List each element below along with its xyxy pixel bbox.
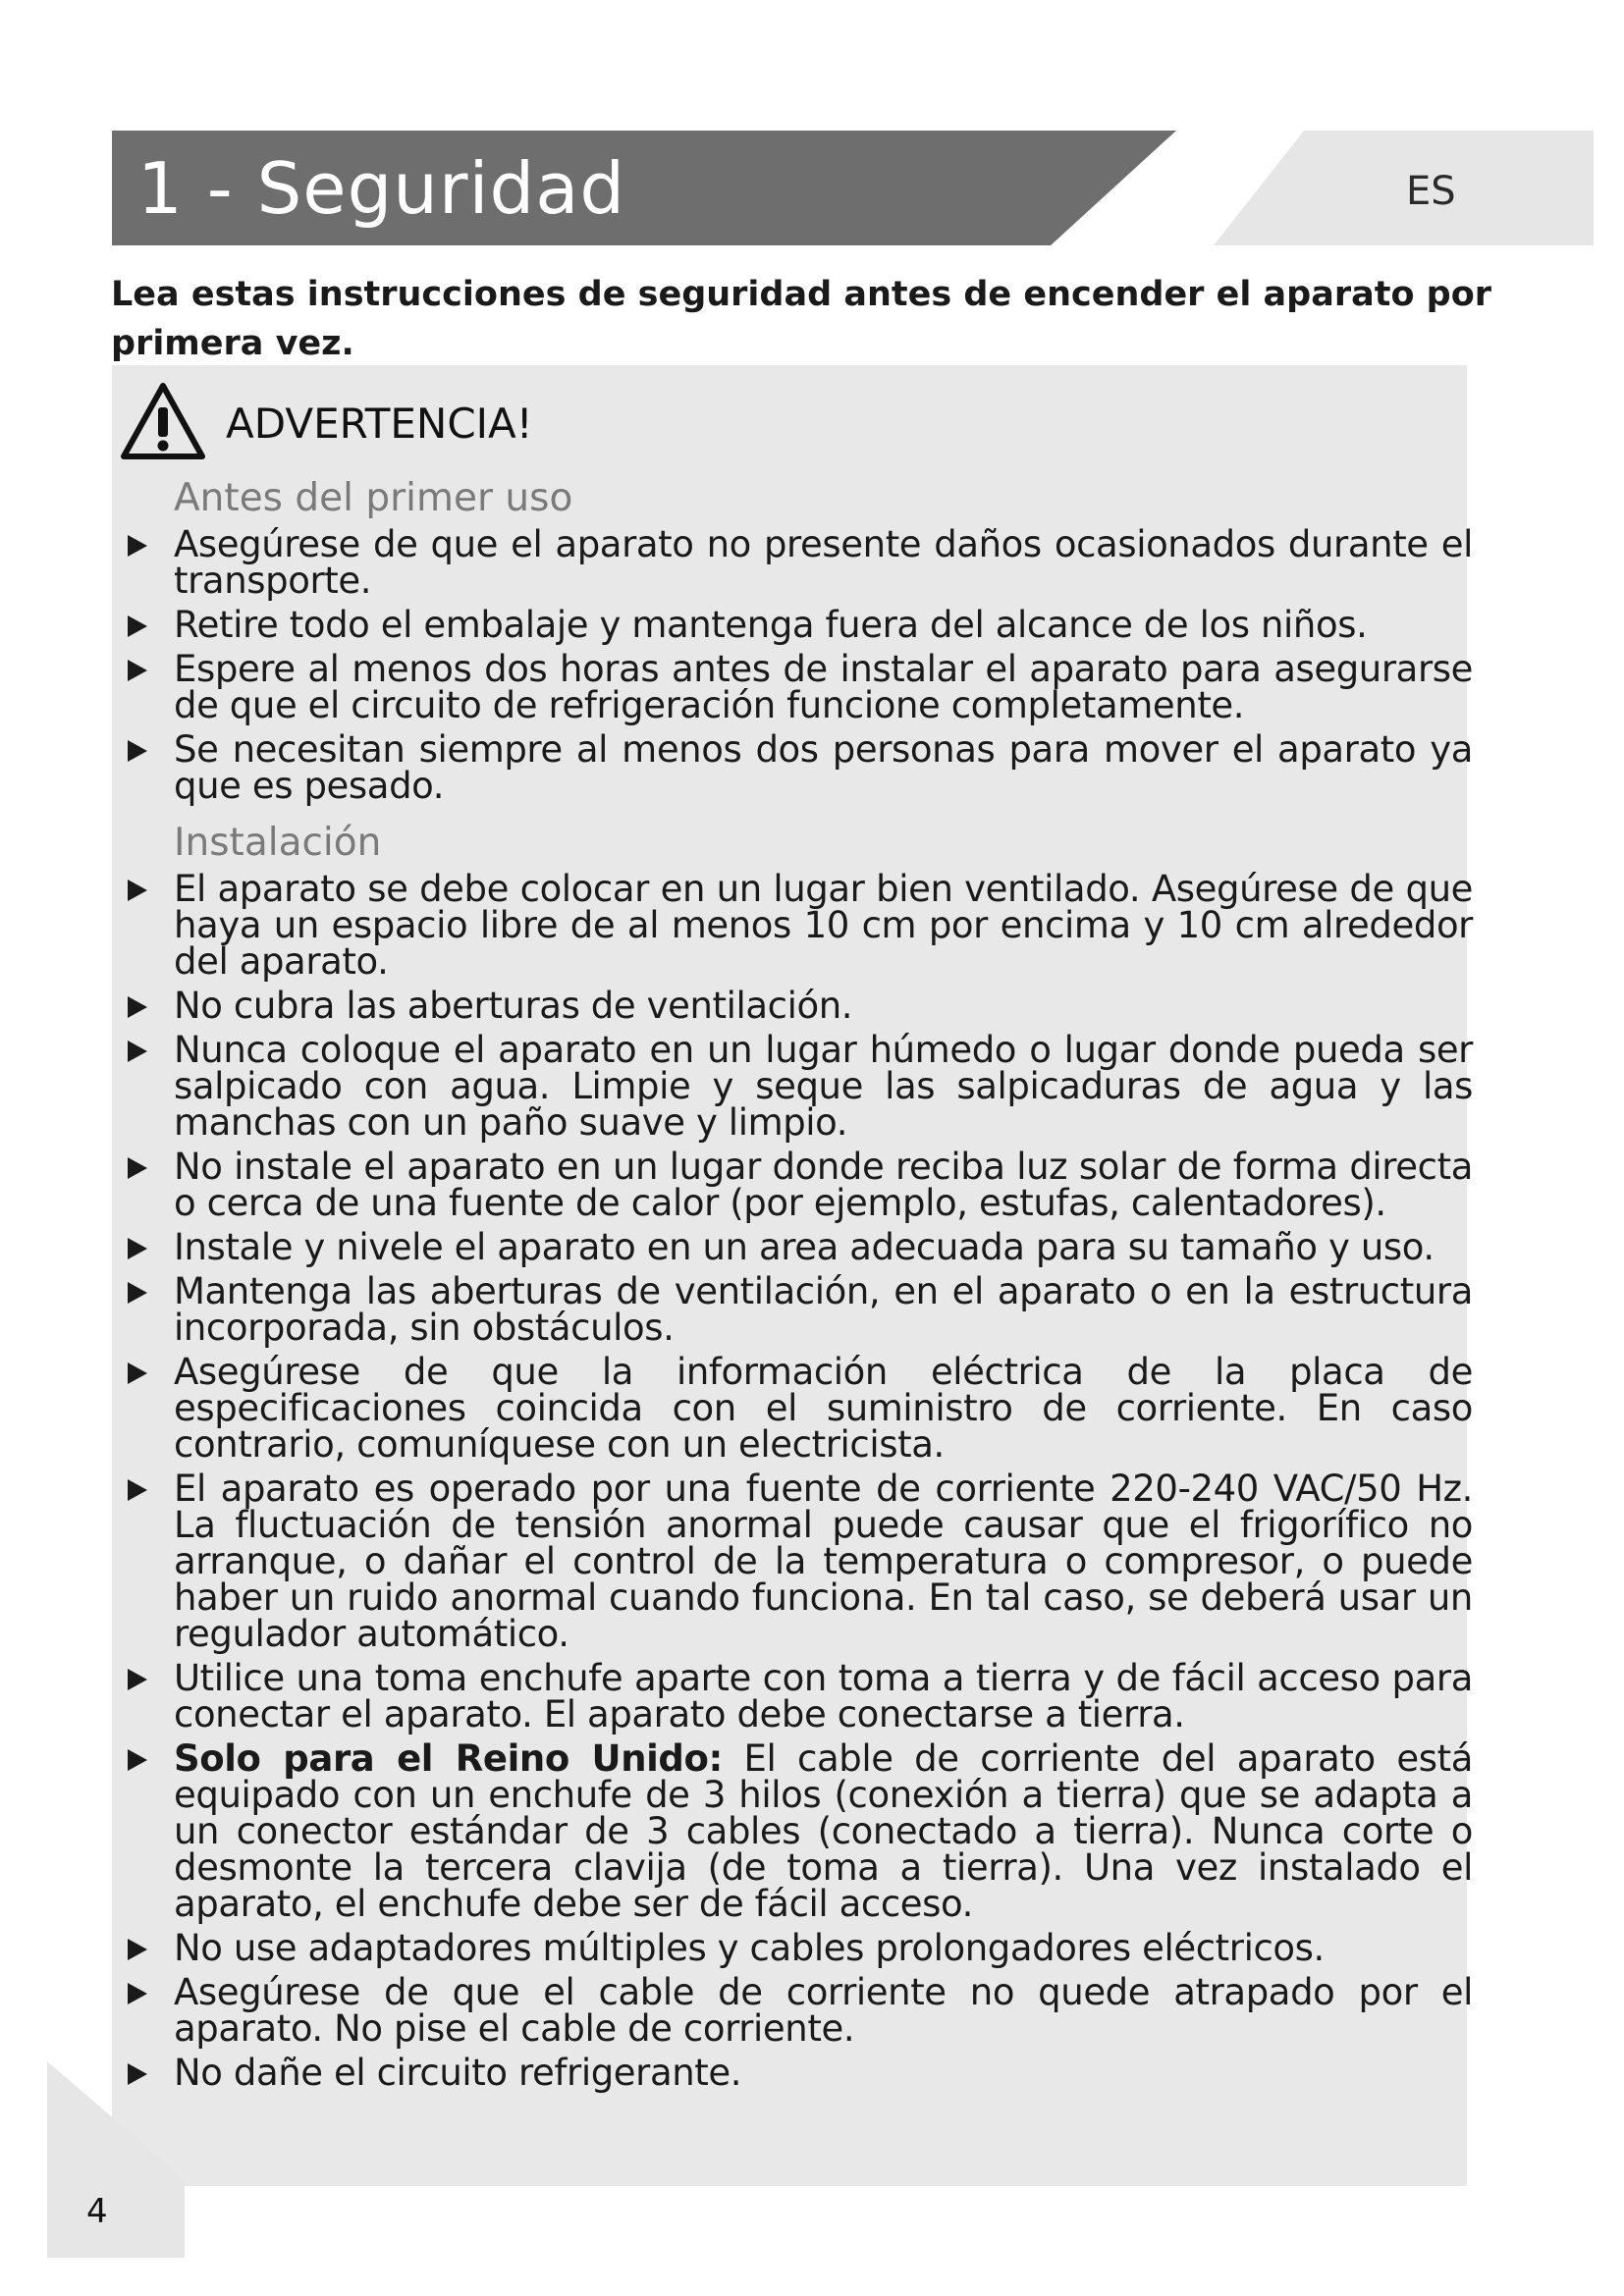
language-label: ES	[1406, 169, 1456, 214]
list-item: El aparato es operado por una fuente de corriente 220-240 VAC/50 Hz. La fluctuación de tensión anormal puede causar que el frigorífico no arranque, o dañar el control de la temperatura o compresor, o puede haber un ruido anormal cuando funciona. En tal caso, se deberá usar un regulador automático.	[124, 1470, 1473, 1652]
list-item: No instale el aparato en un lugar donde reciba luz solar de forma directa o cerca de una fuente de calor (por ejemplo, estufas, calentadores).	[124, 1148, 1473, 1221]
page-title: 1 - Seguridad	[137, 147, 626, 230]
bullet-arrow-icon	[128, 1749, 147, 1771]
bullet-arrow-icon	[128, 1362, 147, 1384]
page-number: 4	[86, 2192, 108, 2231]
list-item: Se necesitan siempre al menos dos personas para mover el aparato ya que es pesado.	[124, 731, 1473, 804]
section-heading: Antes del primer uso	[174, 476, 573, 520]
list-item: No dañe el circuito refrigerante.	[124, 2055, 1473, 2091]
list-item: Asegúrese de que la información eléctrica de la placa de especificaciones coincida con el suministro de corriente. En caso contrario, comuníquese con un electricista.	[124, 1354, 1473, 1463]
safety-content	[124, 473, 1473, 2099]
bullet-arrow-icon	[128, 615, 147, 637]
bullet-arrow-icon	[128, 740, 147, 762]
bullet-arrow-icon	[128, 1157, 147, 1179]
list-item: Instale y nivele el aparato en un area adecuada para su tamaño y uso.	[124, 1229, 1473, 1265]
bullet-arrow-icon	[128, 1238, 147, 1259]
bullet-arrow-icon	[128, 1041, 147, 1062]
section-heading: Instalación	[174, 821, 382, 865]
list-item: No use adaptadores múltiples y cables prolongadores eléctricos.	[124, 1930, 1473, 1966]
list-item: No cubra las aberturas de ventilación.	[124, 988, 1473, 1024]
list-item: Asegúrese de que el aparato no presente daños ocasionados durante el transporte.	[124, 526, 1473, 599]
list-item	[124, 1737, 1473, 1925]
bullet-arrow-icon	[128, 535, 147, 557]
list-item: Asegúrese de que el cable de corriente no quede atrapado por el aparato. No pise el cable de corriente.	[124, 1974, 1473, 2047]
warning-title: ADVERTENCIA!	[226, 400, 533, 448]
warning-triangle-icon	[118, 378, 208, 464]
uk-only-text: El cable de corriente del aparato está equipado con un enchufe de 3 hilos (conexión a tierra) que se adapta a un conector estándar de 3 cables (conectado a tierra). Nunca corte o desmonte la tercera clavija (de toma a tierra). Una vez instalado el aparato, el enchufe debe ser de fácil acceso.	[174, 1737, 1473, 1925]
list-item: Utilice una toma enchufe aparte con toma a tierra y de fácil acceso para conectar el aparato. El aparato debe conectarse a tierra.	[124, 1660, 1473, 1733]
list-item: Mantenga las aberturas de ventilación, en el aparato o en la estructura incorporada, sin obstáculos.	[124, 1273, 1473, 1346]
header-light-shape	[1214, 131, 1594, 245]
bullet-arrow-icon	[128, 660, 147, 681]
bullet-arrow-icon	[128, 1939, 147, 1960]
warning-header	[118, 378, 1001, 466]
bullet-arrow-icon	[128, 880, 147, 901]
bullet-arrow-icon	[128, 1282, 147, 1304]
bullet-arrow-icon	[128, 1669, 147, 1690]
bullet-arrow-icon	[128, 996, 147, 1018]
list-item: Espere al menos dos horas antes de instalar el aparato para asegurarse de que el circuito de refrigeración funcione completamente.	[124, 651, 1473, 723]
uk-only-label: Solo para el Reino Unido:	[174, 1737, 723, 1780]
list-item: Retire todo el embalaje y mantenga fuera del alcance de los niños.	[124, 607, 1473, 643]
intro-text: Lea estas instrucciones de seguridad antes de encender el aparato por primera vez.	[111, 275, 1492, 363]
page-corner-tab	[47, 2061, 194, 2258]
list-item: El aparato se debe colocar en un lugar bien ventilado. Asegúrese de que haya un espacio libre de al menos 10 cm por encima y 10 cm alrededor del aparato.	[124, 871, 1473, 980]
list-item: Nunca coloque el aparato en un lugar húmedo o lugar donde pueda ser salpicado con agua. Limpie y seque las salpicaduras de agua y las manchas con un paño suave y limpio.	[124, 1032, 1473, 1141]
bullet-arrow-icon	[128, 1983, 147, 2004]
bullet-arrow-icon	[128, 1479, 147, 1501]
